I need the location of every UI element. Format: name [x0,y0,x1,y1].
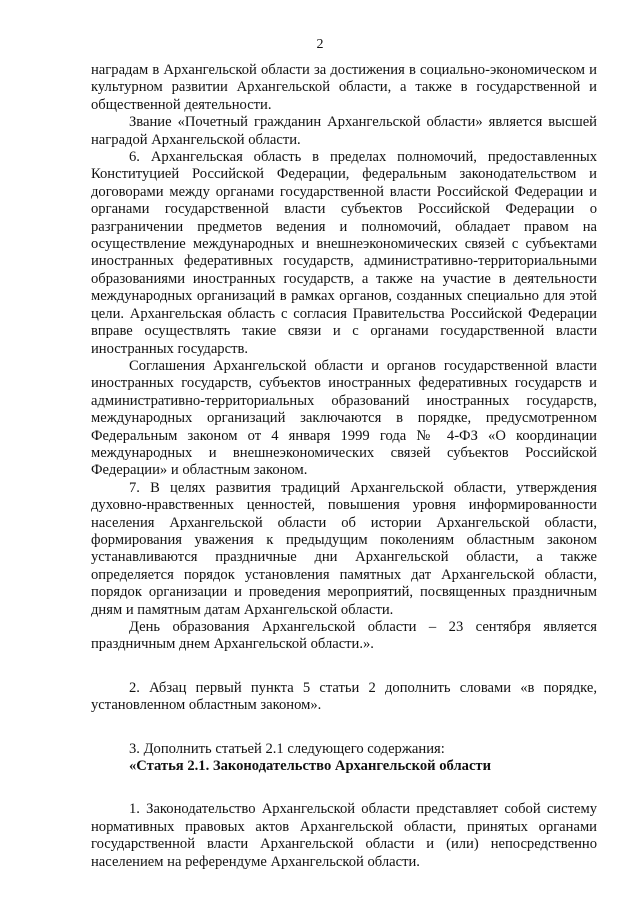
document-body [91,62,597,871]
paragraph-traditions: 7. В целях развития традиций Архангельской области, утверждения духовно-нравственных ценностей, повышения уровня информированности населения Архангельской области об истории Архангельской области, формирования уважения к предыдущим поколениям областным законом устанавливаются праздничные дни Архангельской области, а также определяется порядок установления памятных дат Архангельской области, порядок организации и проведения мероприятий, посвященных праздничным дням и памятным датам Архангельской области. [91,479,597,618]
paragraph-agreements: Соглашения Архангельской области и органов государственной власти иностранных государств, субъектов иностранных федеративных государств и административно-территориальных образований иностранных государств, международных организаций заключаются в порядке, предусмотренном Федеральным законом от 4 января 1999 года № 4-ФЗ «О координации международных и внешнеэкономических связей субъектов Российской Федерации» и областным законом. [91,357,597,479]
page-number: 2 [316,37,324,52]
paragraph-legislation-definition: 1. Законодательство Архангельской области представляет собой систему нормативных правовых актов Архангельской области, принятых органами государственной власти Архангельской области и (или) непосредственно населением на референдуме Архангельской области. [91,801,597,870]
paragraph-formation-day: День образования Архангельской области – 23 сентября является праздничным днем Архангельской области.». [91,619,597,653]
article-title: «Статья 2.1. Законодательство Архангельской области [129,758,491,775]
paragraph-international-relations: 6. Архангельская область в пределах полномочий, предоставленных Конституцией Российской Федерации, федеральным законодательством и договорами между органами государственной власти Российской Федерации и органами государственной власти субъектов Российской Федерации о разграничении предметов ведения и полномочий, обладает правом на осуществление международных и внешнеэкономических связей с субъектами иностранных федеративных государств, административно-территориальными образованиями иностранных государств, а также на участие в деятельности международных организаций в рамках органов, созданных специально для этой цели. Архангельская область с согласия Правительства Российской Федерации вправе осуществлять такие связи и с органами государственной власти иностранных государств. [91,149,597,357]
article-heading [91,758,597,775]
paragraph-amendment-2: 2. Абзац первый пункта 5 статьи 2 дополнить словами «в порядке, установленном областным законом». [91,679,597,714]
paragraph-awards-continuation: наградам в Архангельской области за достижения в социально-экономическом и культурном развитии Архангельской области, а также в государственной и общественной деятельности. [91,62,597,113]
paragraph-amendment-3: 3. Дополнить статьей 2.1 следующего содержания: [129,740,445,757]
paragraph-honorary-citizen: Звание «Почетный гражданин Архангельской области» является высшей наградой Архангельской области. [91,114,597,148]
